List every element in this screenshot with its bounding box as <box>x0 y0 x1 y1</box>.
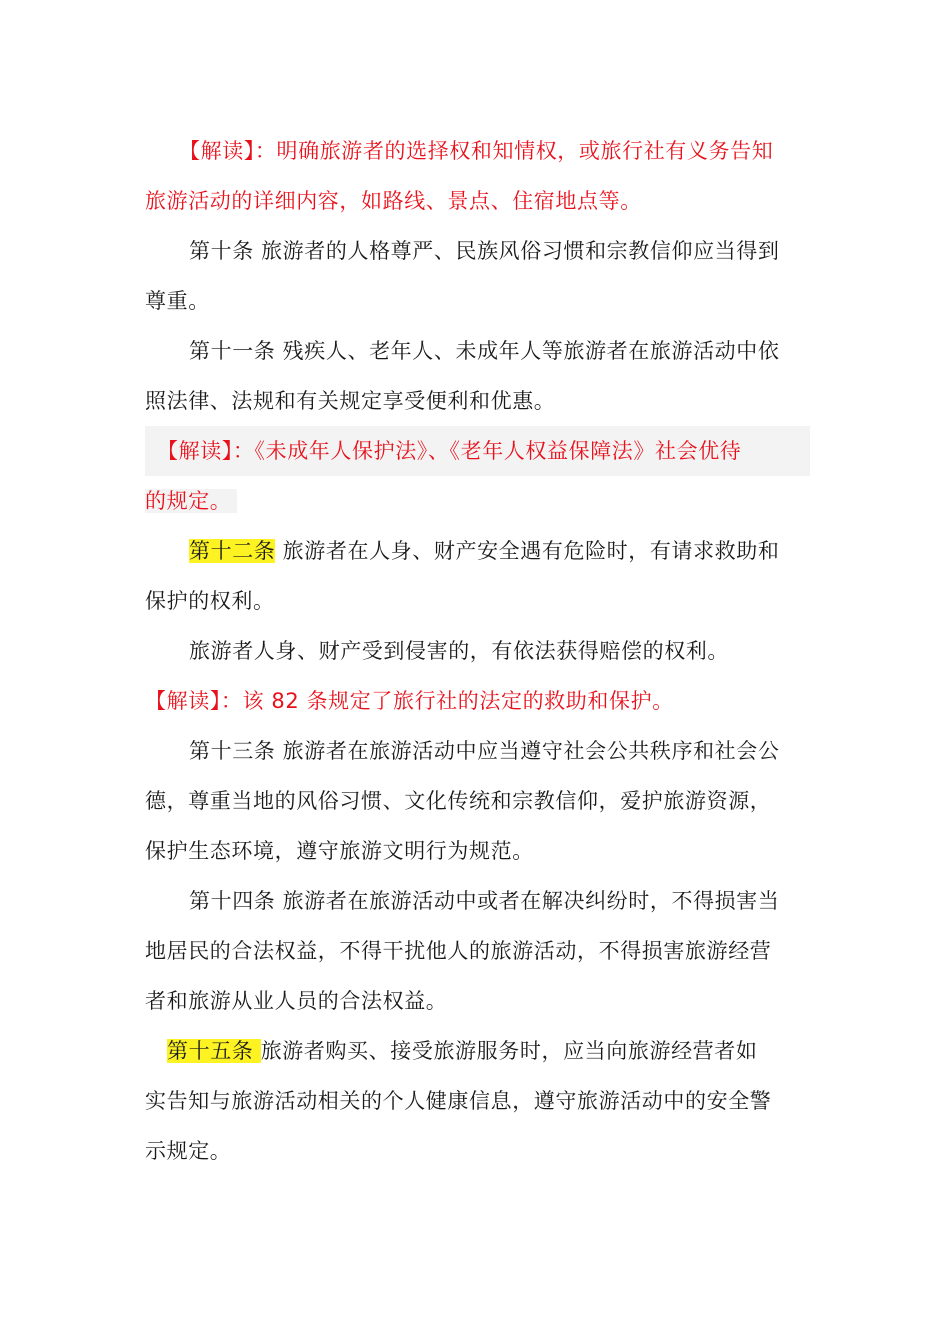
article-14-line-3: 者和旅游从业人员的合法权益。 <box>145 989 448 1013</box>
article-12-highlight-label: 第十二条 <box>189 539 276 563</box>
interpretation-1-line-2: 旅游活动的详细内容，如路线、景点、住宿地点等。 <box>145 189 642 213</box>
article-12-para-2: 旅游者人身、财产受到侵害的，有依法获得赔偿的权利。 <box>189 639 729 663</box>
article-12-line-1-text: 旅游者在人身、财产安全遇有危险时，有请求救助和 <box>275 539 780 563</box>
article-12-line-2: 保护的权利。 <box>145 589 275 613</box>
interpretation-block-1 <box>145 126 810 226</box>
article-15-line-1 <box>167 1026 810 1076</box>
article-10 <box>145 226 810 326</box>
article-10-line-2: 尊重。 <box>145 289 210 313</box>
interpretation-2-line-2-text: 的规定。 <box>145 489 237 513</box>
article-14-line-1: 第十四条 旅游者在旅游活动中或者在解决纠纷时，不得损害当 <box>189 889 780 913</box>
article-15-line-1-text: 旅游者购买、接受旅游服务时，应当向旅游经营者如 <box>260 1039 758 1063</box>
article-11-line-2: 照法律、法规和有关规定享受便利和优惠。 <box>145 389 556 413</box>
interpretation-block-3 <box>145 676 810 726</box>
article-12-line-1 <box>189 526 810 576</box>
article-15 <box>145 1026 810 1176</box>
article-13-line-3: 保护生态环境，遵守旅游文明行为规范。 <box>145 839 534 863</box>
interpretation-1-line-1: 【解读】：明确旅游者的选择权和知情权，或旅行社有义务告知 <box>179 139 774 163</box>
article-15-highlight-label: 第十五条 <box>167 1039 261 1063</box>
article-14 <box>145 876 810 1026</box>
article-13-line-1: 第十三条 旅游者在旅游活动中应当遵守社会公共秩序和社会公 <box>189 739 780 763</box>
article-13-line-2: 德，尊重当地的风俗习惯、文化传统和宗教信仰，爱护旅游资源， <box>145 789 772 813</box>
article-12 <box>145 526 810 676</box>
interpretation-block-2 <box>145 426 810 526</box>
article-14-line-2: 地居民的合法权益，不得干扰他人的旅游活动，不得损害旅游经营 <box>145 939 772 963</box>
article-13 <box>145 726 810 876</box>
article-10-line-1: 第十条 旅游者的人格尊严、民族风俗习惯和宗教信仰应当得到 <box>189 239 780 263</box>
interpretation-2-line-2 <box>145 476 810 526</box>
article-11 <box>145 326 810 426</box>
article-11-line-1: 第十一条 残疾人、老年人、未成年人等旅游者在旅游活动中依 <box>189 339 780 363</box>
article-15-line-3: 示规定。 <box>145 1139 232 1163</box>
interpretation-3-line-1: 【解读】：该 82 条规定了旅行社的法定的救助和保护。 <box>145 689 674 713</box>
article-15-line-2: 实告知与旅游活动相关的个人健康信息，遵守旅游活动中的安全警 <box>145 1089 772 1113</box>
interpretation-2-line-1: 【解读】：《未成年人保护法》、《老年人权益保障法》社会优待 <box>145 426 810 476</box>
